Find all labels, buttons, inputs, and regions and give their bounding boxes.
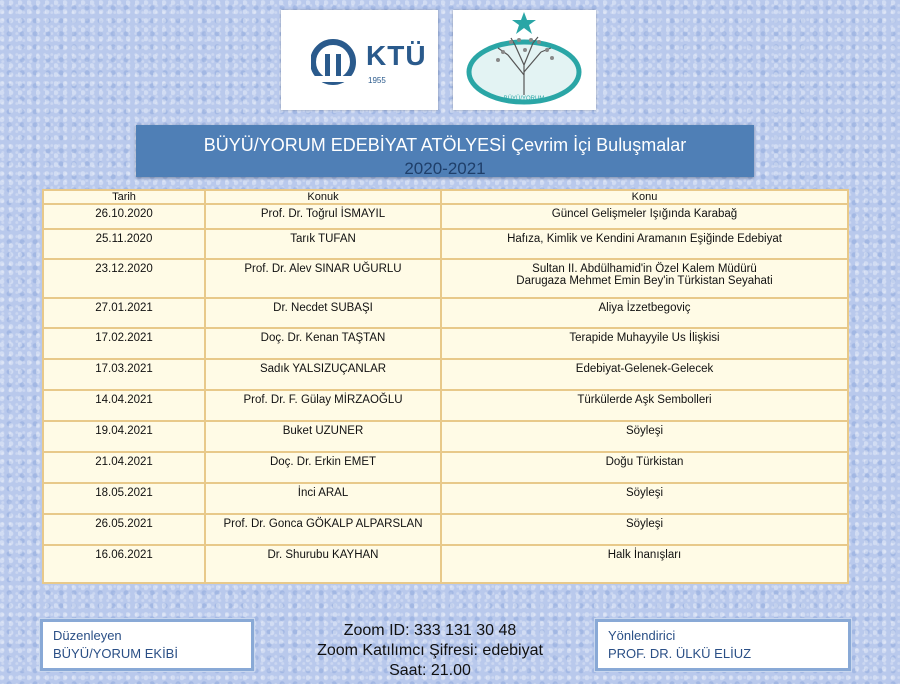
row-guest: Dr. Shurubu KAYHAN — [205, 545, 441, 583]
row-topic-line1: Söyleşi — [625, 518, 664, 530]
row-date: 27.01.2021 — [43, 298, 205, 328]
organizer-label: Düzenleyen — [53, 628, 122, 643]
row-date: 21.04.2021 — [43, 452, 205, 483]
zoom-password: Zoom Katılımcı Şifresi: edebiyat — [317, 642, 543, 659]
row-topic-line1: Hafıza, Kimlik ve Kendini Aramanın Eşiğinde Edebiyat — [507, 233, 782, 245]
row-topic — [441, 390, 848, 421]
header-topic: Konu — [441, 190, 848, 204]
director-label: Yönlendirici — [608, 628, 676, 643]
row-date: 18.05.2021 — [43, 483, 205, 514]
table-row — [43, 204, 848, 229]
row-guest: Sadık YALSIZUÇANLAR — [205, 359, 441, 390]
row-guest: Prof. Dr. F. Gülay MİRZAOĞLU — [205, 390, 441, 421]
row-date: 17.03.2021 — [43, 359, 205, 390]
row-date: 23.12.2020 — [43, 259, 205, 298]
table-row — [43, 452, 848, 483]
row-topic-line1: Türkülerde Aşk Sembolleri — [577, 394, 712, 406]
row-topic-line1: Sultan II. Abdülhamid'in Özel Kalem Müdürü — [532, 263, 757, 275]
table-row — [43, 514, 848, 545]
row-guest: Doç. Dr. Erkin EMET — [205, 452, 441, 483]
row-topic-line1: Halk İnanışları — [607, 549, 682, 561]
row-topic-line1: Güncel Gelişmeler Işığında Karabağ — [551, 208, 738, 220]
row-topic-line1: Edebiyat-Gelenek-Gelecek — [575, 363, 714, 375]
row-guest: Prof. Dr. Alev SINAR UĞURLU — [205, 259, 441, 298]
buyu-logo-caption: BÜYÜ/YORUM — [503, 96, 545, 102]
table-row — [43, 545, 848, 583]
organizer-box — [40, 619, 254, 671]
row-date: 26.05.2021 — [43, 514, 205, 545]
table-header-row — [43, 190, 848, 204]
table-row — [43, 328, 848, 359]
row-guest: Doç. Dr. Kenan TAŞTAN — [205, 328, 441, 359]
row-topic — [441, 204, 848, 229]
row-guest: İnci ARAL — [205, 483, 441, 514]
table-row — [43, 483, 848, 514]
row-guest: Tarık TUFAN — [205, 229, 441, 259]
row-guest: Prof. Dr. Gonca GÖKALP ALPARSLAN — [205, 514, 441, 545]
ktu-logo — [281, 10, 438, 110]
row-topic-line1: Aliya İzzetbegoviç — [598, 302, 691, 314]
schedule-table — [42, 189, 849, 584]
row-date: 25.11.2020 — [43, 229, 205, 259]
director-box — [595, 619, 851, 671]
table-row — [43, 359, 848, 390]
row-date: 14.04.2021 — [43, 390, 205, 421]
buyu-yorum-logo — [453, 10, 596, 110]
zoom-id: Zoom ID: 333 131 30 48 — [343, 622, 517, 639]
table-row — [43, 298, 848, 328]
organizer-value: BÜYÜ/YORUM EKİBİ — [53, 646, 178, 661]
row-guest: Dr. Necdet SUBAŞI — [205, 298, 441, 328]
row-date: 16.06.2021 — [43, 545, 205, 583]
row-topic-line1: Terapide Muhayyile Us İlişkisi — [569, 332, 720, 344]
ktu-wordmark: KTÜ — [366, 40, 427, 71]
row-guest: Prof. Dr. Toğrul İSMAYIL — [205, 204, 441, 229]
table-row — [43, 421, 848, 452]
title-banner — [136, 125, 754, 177]
row-date: 26.10.2020 — [43, 204, 205, 229]
ktu-year: 1955 — [368, 76, 386, 85]
row-topic — [441, 359, 848, 390]
row-guest: Buket UZUNER — [205, 421, 441, 452]
table-row — [43, 229, 848, 259]
table-row — [43, 259, 848, 298]
row-topic — [441, 421, 848, 452]
row-topic — [441, 452, 848, 483]
tree-star-icon — [453, 10, 596, 110]
row-topic — [441, 298, 848, 328]
director-value: PROF. DR. ÜLKÜ ELİUZ — [608, 646, 752, 661]
row-topic — [441, 545, 848, 583]
page-subtitle-year: 2020-2021 — [404, 159, 486, 178]
row-topic — [441, 514, 848, 545]
row-topic-line1: Söyleşi — [625, 425, 664, 437]
header-guest: Konuk — [205, 190, 441, 204]
row-topic — [441, 259, 848, 298]
row-topic — [441, 229, 848, 259]
row-topic — [441, 328, 848, 359]
row-topic-line2: Darugaza Mehmet Emin Bey'in Türkistan Seyahati — [516, 275, 773, 287]
row-topic-line1: Doğu Türkistan — [605, 456, 684, 468]
row-date: 17.02.2021 — [43, 328, 205, 359]
header-date: Tarih — [43, 190, 205, 204]
table-row — [43, 390, 848, 421]
row-topic-line1: Söyleşi — [625, 487, 664, 499]
row-topic — [441, 483, 848, 514]
row-date: 19.04.2021 — [43, 421, 205, 452]
page-title: BÜYÜ/YORUM EDEBİYAT ATÖLYESİ Çevrim İçi Buluşmalar — [203, 135, 687, 155]
meeting-time: Saat: 21.00 — [389, 662, 471, 679]
